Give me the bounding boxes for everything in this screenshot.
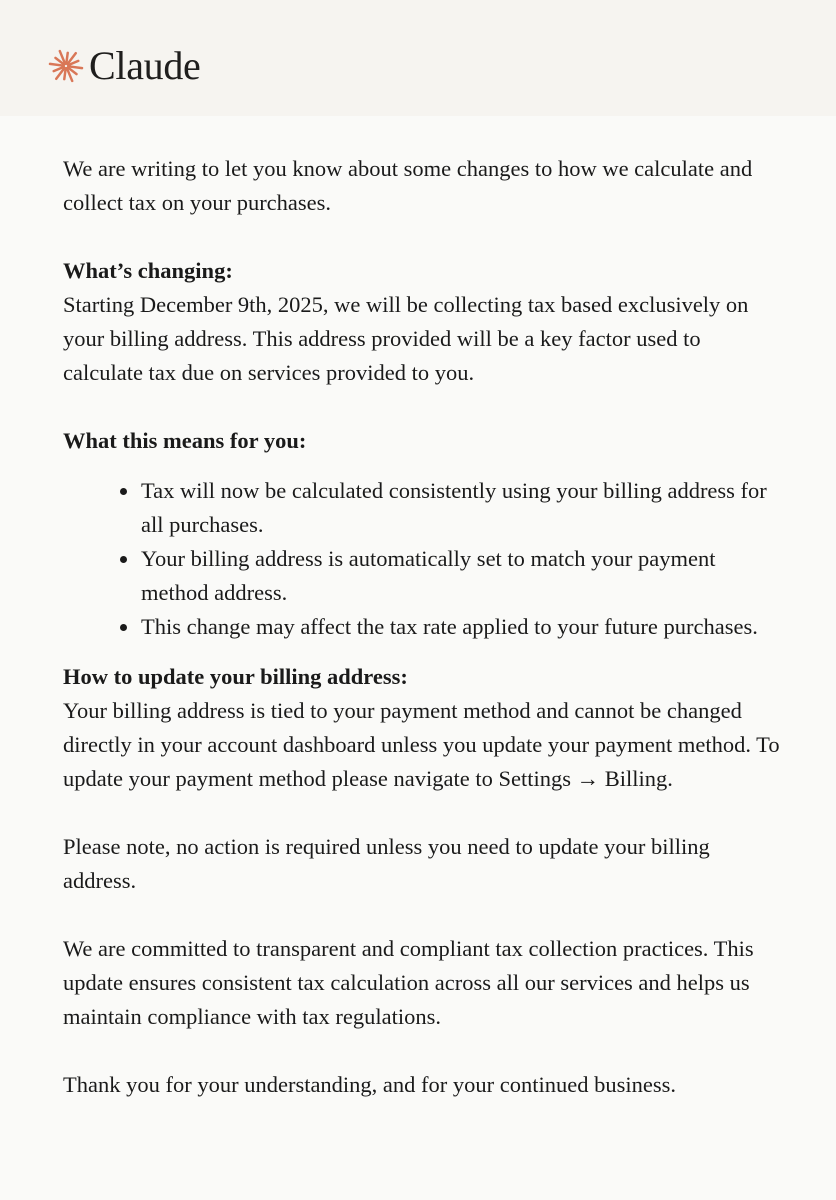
whats-changing-paragraph: Starting December 9th, 2025, we will be collecting tax based exclusively on your billing address. This address provided will be a key factor used to calculate tax due on services provided to you. — [63, 292, 749, 385]
update-billing-paragraph: Your billing address is tied to your payment method and cannot be changed directly in your account dashboard unless you update your payment method. To update your payment method please navigate to Settings → Billing. — [63, 698, 780, 791]
list-item: • This change may affect the tax rate applied to your future purchases. — [140, 610, 786, 644]
whats-changing-heading: What’s changing: — [63, 258, 233, 283]
claude-starburst-icon — [47, 47, 85, 85]
closing-paragraph: Thank you for your understanding, and for your continued business. — [63, 1072, 677, 1097]
commitment-paragraph: We are committed to transparent and compliant tax collection practices. This update ensures consistent tax calculation across all our services and helps us maintain compliance with tax regulations. — [63, 936, 754, 1029]
update-billing-heading: How to update your billing address: — [63, 664, 408, 689]
logo-wordmark: Claude — [89, 43, 201, 88]
list-item: • Tax will now be calculated consistently using your billing address for all purchases. — [140, 474, 786, 542]
email-header — [0, 0, 836, 116]
what-this-means-list — [63, 474, 786, 644]
intro-paragraph: We are writing to let you know about some changes to how we calculate and collect tax on your purchases. — [63, 156, 753, 215]
note-paragraph: Please note, no action is required unless you need to update your billing address. — [63, 834, 710, 893]
claude-logo — [47, 44, 201, 88]
what-this-means-heading: What this means for you: — [63, 428, 307, 453]
email-body — [0, 116, 836, 1102]
list-item: • Your billing address is automatically set to match your payment method address. — [140, 542, 786, 610]
